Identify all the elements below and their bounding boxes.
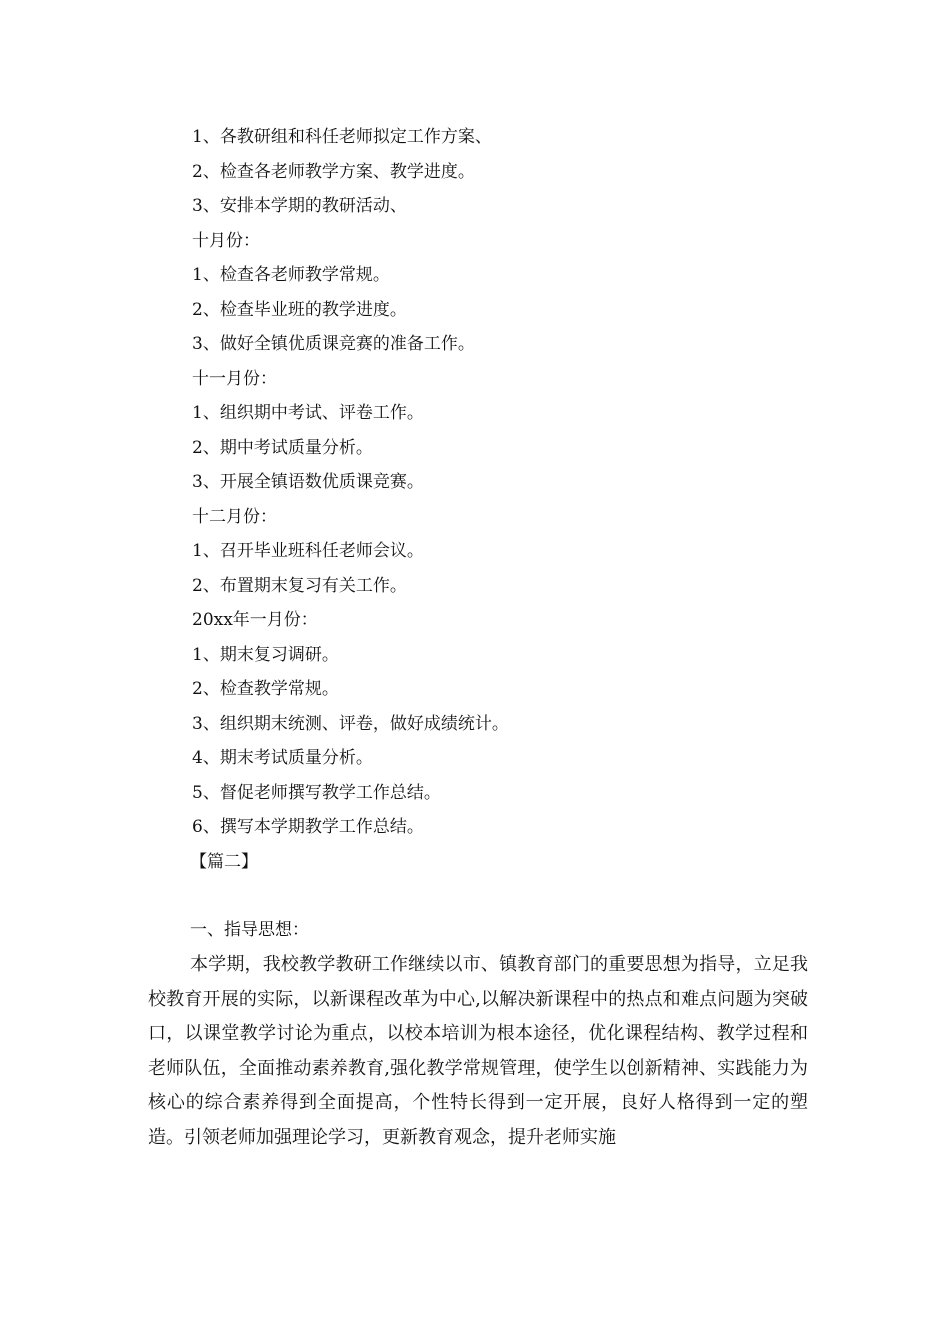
list-item: 3、安排本学期的教研活动、 <box>192 196 407 216</box>
list-item: 6、撰写本学期教学工作总结。 <box>192 817 424 837</box>
section-heading: 一、指导思想： <box>190 920 309 940</box>
list-item: 4、期末考试质量分析。 <box>192 748 373 768</box>
list-item: 2、检查各老师教学方案、教学进度。 <box>192 162 475 182</box>
guiding-thought-paragraph: 本学期，我校教学教研工作继续以市、镇教育部门的重要思想为指导，立足我校教育开展的实际，以新课程改革为中心,以解决新课程中的热点和难点问题为突破口，以课堂教学讨论为重点，以校本培训为根本途径，优化课程结构、教学过程和老师队伍，全面推动素养教育,强化教学常规管理，使学生以创新精神、实践能力为核心的综合素养得到全面提高，个性特长得到一定开展，良好人格得到一定的塑造。引领老师加强理论学习，更新教育观念，提升老师实施 <box>148 954 808 1148</box>
month-heading: 十月份： <box>192 231 260 251</box>
list-item: 2、检查毕业班的教学进度。 <box>192 300 407 320</box>
list-item: 2、检查教学常规。 <box>192 679 339 699</box>
list-item: 3、做好全镇优质课竞赛的准备工作。 <box>192 334 475 354</box>
list-item: 2、期中考试质量分析。 <box>192 438 373 458</box>
list-item: 1、检查各老师教学常规。 <box>192 265 390 285</box>
list-item: 3、组织期末统测、评卷，做好成绩统计。 <box>192 714 509 734</box>
list-item: 5、督促老师撰写教学工作总结。 <box>192 783 441 803</box>
month-heading: 20xx年一月份： <box>192 610 318 630</box>
list-item: 1、组织期中考试、评卷工作。 <box>192 403 424 423</box>
part-heading: 【篇二】 <box>190 852 258 872</box>
month-heading: 十二月份： <box>192 507 277 527</box>
list-item: 3、开展全镇语数优质课竞赛。 <box>192 472 424 492</box>
list-item: 1、召开毕业班科任老师会议。 <box>192 541 424 561</box>
month-heading: 十一月份： <box>192 369 277 389</box>
list-item: 1、期末复习调研。 <box>192 645 339 665</box>
list-item: 2、布置期末复习有关工作。 <box>192 576 407 596</box>
list-item: 1、各教研组和科任老师拟定工作方案、 <box>192 127 492 147</box>
